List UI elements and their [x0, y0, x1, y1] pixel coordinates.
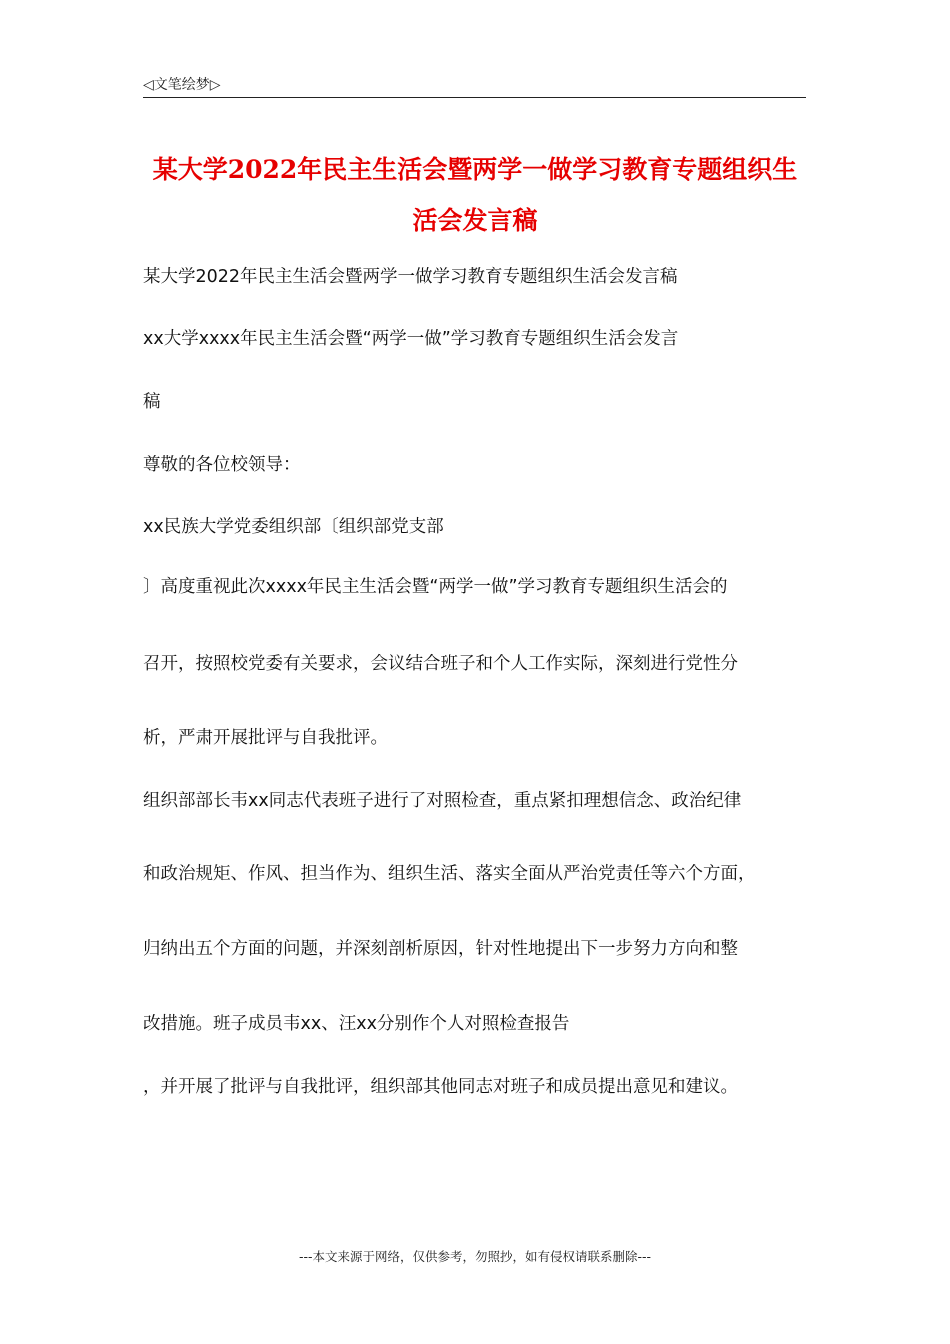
body-line: 某大学2022年民主生活会暨两学一做学习教育专题组织生活会发言稿: [143, 267, 678, 287]
document-title-line-1: 某大学2022年民主生活会暨两学一做学习教育专题组织生: [152, 155, 798, 184]
document-title-line-2: 活会发言稿: [412, 206, 538, 235]
body-line: xx民族大学党委组织部〔组织部党支部: [143, 517, 444, 537]
body-line: 归纳出五个方面的问题，并深刻剖析原因，针对性地提出下一步努力方向和整: [143, 939, 738, 959]
body-line: 组织部部长韦xx同志代表班子进行了对照检查，重点紧扣理想信念、政治纪律: [143, 791, 742, 811]
body-line: 和政治规矩、作风、担当作为、组织生活、落实全面从严治党责任等六个方面，: [143, 864, 756, 884]
body-line: 析，严肃开展批评与自我批评。: [143, 728, 388, 748]
footer-notice: ---本文来源于网络，仅供参考，勿照抄，如有侵权请联系删除---: [298, 1249, 652, 1264]
body-line: xx大学xxxx年民主生活会暨“两学一做”学习教育专题组织生活会发言: [143, 329, 679, 349]
header-divider: [143, 97, 806, 98]
body-line: 改措施。班子成员韦xx、汪xx分别作个人对照检查报告: [143, 1014, 570, 1034]
body-line: 召开，按照校党委有关要求，会议结合班子和个人工作实际，深刻进行党性分: [143, 654, 738, 674]
salutation: 尊敬的各位校领导：: [143, 455, 301, 475]
body-line: 稿: [143, 392, 161, 412]
body-line: ，并开展了批评与自我批评，组织部其他同志对班子和成员提出意见和建议。: [143, 1077, 738, 1097]
body-line: 〕高度重视此次xxxx年民主生活会暨“两学一做”学习教育专题组织生活会的: [143, 577, 728, 597]
header-brand: ◁文笔绘梦▷: [143, 77, 221, 93]
